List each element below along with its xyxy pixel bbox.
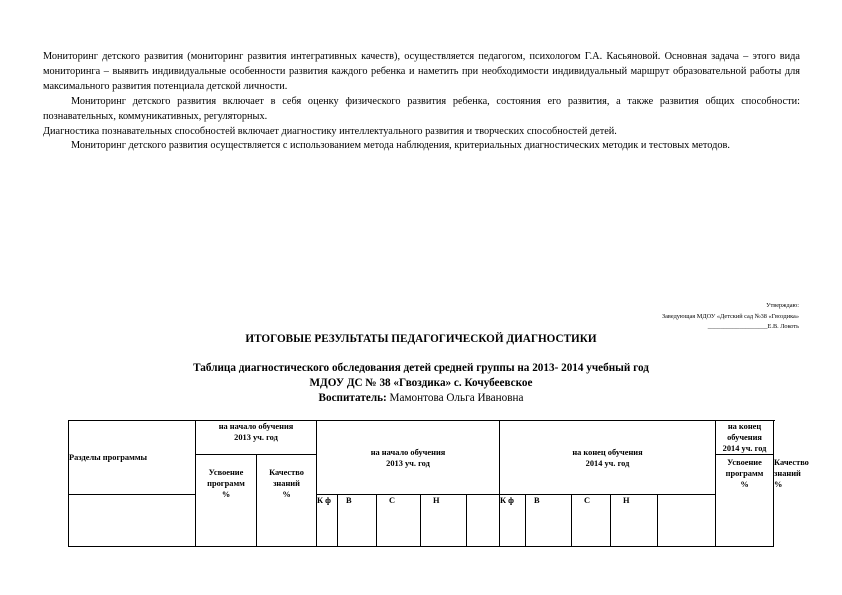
start-left-header [196,421,317,455]
diagnostics-table: Разделы программы на начало обучения 2013 уч. год на начало обучения 2013 уч. год на конец обучения 2014 уч. год на конец обучения 2014 уч. год Усвоение программ % Качество знаний % Усвоение программ % Качество знаний % К ф В С Н К ф В С Н [68,420,774,547]
start-mid-line2: 2013 уч. год [386,458,430,468]
level-end-kf: К ф [500,495,526,547]
start-left-line1: на начало обучения [218,422,294,431]
end-mastery-line3: % [740,480,749,489]
level-end-s: С [572,495,611,547]
level-end-v: В [526,495,572,547]
level-start-s: С [377,495,421,547]
level-start-n: Н [421,495,467,547]
institution-name: МДОУ ДС № 38 «Гвоздика» с. Кочубеевское [309,377,533,389]
approval-position: Заведующая МДОУ «Детский сад №38 «Гвоздика» [661,312,799,320]
approval-block [662,301,799,333]
teacher-name: Мамонтова Ольга Ивановна [386,392,524,404]
start-left-line2: 2013 уч. год [234,433,278,442]
end-mid-header [500,421,716,495]
quality-header [257,455,317,547]
end-right-header [716,421,774,455]
approval-label: Утверждаю: [766,302,799,309]
end-mid-line2: 2014 уч. год [585,458,630,468]
end-right-line1: на конец обучения [727,422,762,442]
end-mastery-header [716,455,774,547]
document-title: ИТОГОВЫЕ РЕЗУЛЬТАТЫ ПЕДАГОГИЧЕСКОЙ ДИАГНОСТИКИ [245,333,597,345]
start-mid-header [317,421,500,495]
level-start-v: В [338,495,377,547]
teacher-line [0,392,842,404]
end-mastery-line2: программ [725,469,764,478]
mastery-line2: программ [207,479,245,488]
intro-text [43,50,800,154]
sections-header: Разделы программы [69,453,148,462]
end-right-line2: 2014 уч. год [722,444,767,453]
quality-line3: % [282,490,291,499]
intro-paragraph-3: Диагностика познавательных способностей включает диагностику интеллектуального развития и творческих способностей детей. [43,125,617,137]
quality-line2: знаний [273,479,300,488]
mastery-line3: % [221,490,231,499]
intro-paragraph-2: Мониторинг детского развития включает в себя оценку физического развития ребенка, состояния его развития, а также развития общих способности: познавательных, коммуникативных, регуляторных. [43,95,800,122]
mastery-header [196,455,257,547]
intro-paragraph-1: Мониторинг детского развития (мониторинг развития интегративных качеств), осуществляется педагогом, психологом Г.А. Касьяновой. Основная задача – этого вида мониторинга – выявить индивидуальные особенности развития каждого ребенка и наметить при необходимости индивидуальный маршрут образовательной работы для максимального развития потенциала детской личности. [43,51,800,92]
sections-data-cell [69,495,196,547]
mastery-line1: Усвоение [208,468,244,477]
approval-signature: ___________________Е.В. Локоть [707,323,799,331]
intro-paragraph-4: Мониторинг детского развития осуществляется с использованием метода наблюдения, критериальных диагностических методик и тестовых методов. [71,140,730,152]
teacher-label: Воспитатель: [318,392,387,404]
start-mid-line1: на начало обучения [370,447,446,457]
table-subtitle: Таблица диагностического обследования детей средней группы на 2013- 2014 учебный год [193,362,649,374]
level-end-n: Н [611,495,658,547]
end-mastery-line1: Усвоение [727,458,762,467]
end-mid-line1: на конец обучения [572,447,643,457]
level-start-kf: К ф [317,495,338,547]
quality-line1: Качество [269,468,304,477]
level-end-empty [658,495,716,547]
level-start-empty [467,495,500,547]
sections-header-cell [69,421,196,495]
